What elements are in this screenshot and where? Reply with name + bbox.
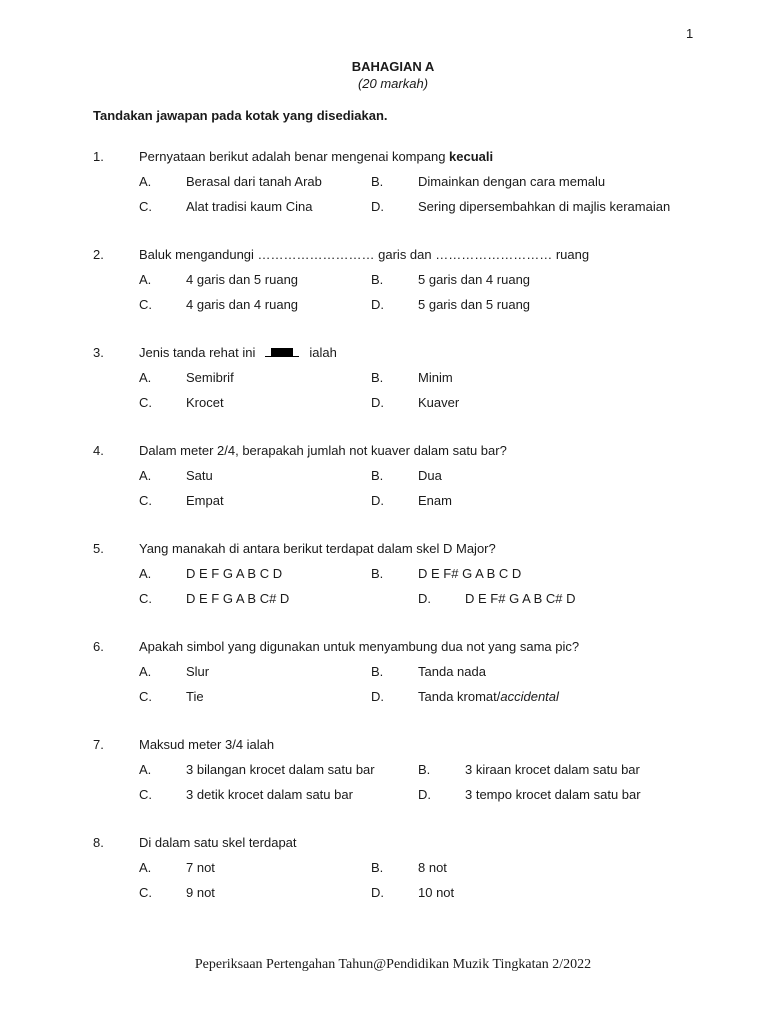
question-7: [0, 737, 768, 817]
option-d-text: 10 not: [418, 885, 455, 900]
option-c-text: 4 garis dan 4 ruang: [186, 297, 299, 312]
option-a-text: D E F G A B C D: [186, 566, 283, 581]
option-b-letter: B.: [371, 468, 384, 483]
option-d-text: 3 tempo krocet dalam satu bar: [465, 787, 641, 802]
question-6: [0, 639, 768, 719]
option-d-letter: D.: [371, 199, 384, 214]
option-b-letter: B.: [371, 664, 384, 679]
question-1: [0, 149, 768, 229]
question-number: 5.: [93, 541, 104, 556]
section-heading: BAHAGIAN A: [351, 59, 435, 74]
option-b-text: D E F# G A B C D: [418, 566, 522, 581]
option-a-letter: A.: [139, 664, 152, 679]
option-c-text: 3 detik krocet dalam satu bar: [186, 787, 353, 802]
option-b-text: Tanda nada: [418, 664, 486, 679]
question-text: Baluk mengandungi ……………………… garis dan ……………………… ruang: [139, 247, 590, 262]
option-c-letter: C.: [139, 493, 152, 508]
question-number: 7.: [93, 737, 104, 752]
question-number: 1.: [93, 149, 104, 164]
option-a-letter: A.: [139, 762, 152, 777]
option-d-text: 5 garis dan 5 ruang: [418, 297, 531, 312]
question-text: Dalam meter 2/4, berapakah jumlah not kuaver dalam satu bar?: [139, 443, 507, 458]
option-c-text: Tie: [186, 689, 204, 704]
option-a-text: 4 garis dan 5 ruang: [186, 272, 299, 287]
option-c-text: Krocet: [186, 395, 224, 410]
option-c-letter: C.: [139, 689, 152, 704]
question-text: Di dalam satu skel terdapat: [139, 835, 297, 850]
option-b-text: 8 not: [418, 860, 447, 875]
option-a-letter: A.: [139, 272, 152, 287]
option-b-text: Dimainkan dengan cara memalu: [418, 174, 606, 189]
option-a-text: 7 not: [186, 860, 215, 875]
option-a-letter: A.: [139, 468, 152, 483]
option-a-text: Satu: [186, 468, 213, 483]
option-a-letter: A.: [139, 174, 152, 189]
semibreve-rest-icon: [265, 346, 301, 358]
question-text: Maksud meter 3/4 ialah: [139, 737, 275, 752]
page-number: 1: [686, 26, 694, 41]
option-c-text: Alat tradisi kaum Cina: [186, 199, 313, 214]
option-b-letter: B.: [371, 370, 384, 385]
option-b-letter: B.: [371, 272, 384, 287]
question-emphasis: kecuali: [449, 149, 494, 164]
question-number: 8.: [93, 835, 104, 850]
question-text: Jenis tanda rehat ini ialah: [139, 345, 337, 360]
option-b-letter: B.: [371, 174, 384, 189]
question-4: [0, 443, 768, 523]
option-c-letter: C.: [139, 885, 152, 900]
option-a-letter: A.: [139, 860, 152, 875]
option-d-text: Tanda kromat/accidental: [418, 689, 559, 704]
option-b-text: Dua: [418, 468, 442, 483]
question-number: 3.: [93, 345, 104, 360]
option-c-text: Empat: [186, 493, 224, 508]
option-c-letter: C.: [139, 297, 152, 312]
question-text: Yang manakah di antara berikut terdapat dalam skel D Major?: [139, 541, 496, 556]
option-d-letter: D.: [371, 689, 384, 704]
option-d-text: Kuaver: [418, 395, 460, 410]
option-d-text: Sering dipersembahkan di majlis keramaian: [418, 199, 671, 214]
option-a-text: Berasal dari tanah Arab: [186, 174, 322, 189]
question-text: Pernyataan berikut adalah benar mengenai kompang kecuali: [139, 149, 494, 164]
option-d-text: Enam: [418, 493, 452, 508]
question-number: 4.: [93, 443, 104, 458]
question-text: Apakah simbol yang digunakan untuk menyambung dua not yang sama pic?: [139, 639, 580, 654]
option-a-text: Slur: [186, 664, 210, 679]
option-d-italic: accidental: [500, 689, 559, 704]
option-c-letter: C.: [139, 395, 152, 410]
option-d-text: D E F# G A B C# D: [465, 591, 576, 606]
option-d-letter: D.: [371, 493, 384, 508]
option-d-letter: D.: [418, 591, 431, 606]
option-b-text: 3 kiraan krocet dalam satu bar: [465, 762, 640, 777]
question-5: [0, 541, 768, 621]
option-d-letter: D.: [371, 395, 384, 410]
option-c-letter: C.: [139, 787, 152, 802]
option-a-text: Semibrif: [186, 370, 234, 385]
option-c-letter: C.: [139, 591, 152, 606]
option-b-letter: B.: [371, 566, 384, 581]
option-b-letter: B.: [418, 762, 431, 777]
section-marks: (20 markah): [357, 76, 429, 91]
instruction-text: Tandakan jawapan pada kotak yang disediakan.: [93, 108, 388, 123]
option-d-letter: D.: [418, 787, 431, 802]
question-3: [0, 345, 768, 425]
option-c-text: 9 not: [186, 885, 215, 900]
question-2: [0, 247, 768, 327]
question-number: 6.: [93, 639, 104, 654]
page-footer: Peperiksaan Pertengahan Tahun@Pendidikan Muzik Tingkatan 2/2022: [194, 957, 592, 972]
option-b-letter: B.: [371, 860, 384, 875]
option-d-letter: D.: [371, 297, 384, 312]
option-b-text: Minim: [418, 370, 453, 385]
option-a-text: 3 bilangan krocet dalam satu bar: [186, 762, 375, 777]
option-b-text: 5 garis dan 4 ruang: [418, 272, 531, 287]
option-a-letter: A.: [139, 370, 152, 385]
question-number: 2.: [93, 247, 104, 262]
question-8: [0, 835, 768, 915]
option-c-text: D E F G A B C# D: [186, 591, 290, 606]
option-c-letter: C.: [139, 199, 152, 214]
option-a-letter: A.: [139, 566, 152, 581]
option-d-letter: D.: [371, 885, 384, 900]
